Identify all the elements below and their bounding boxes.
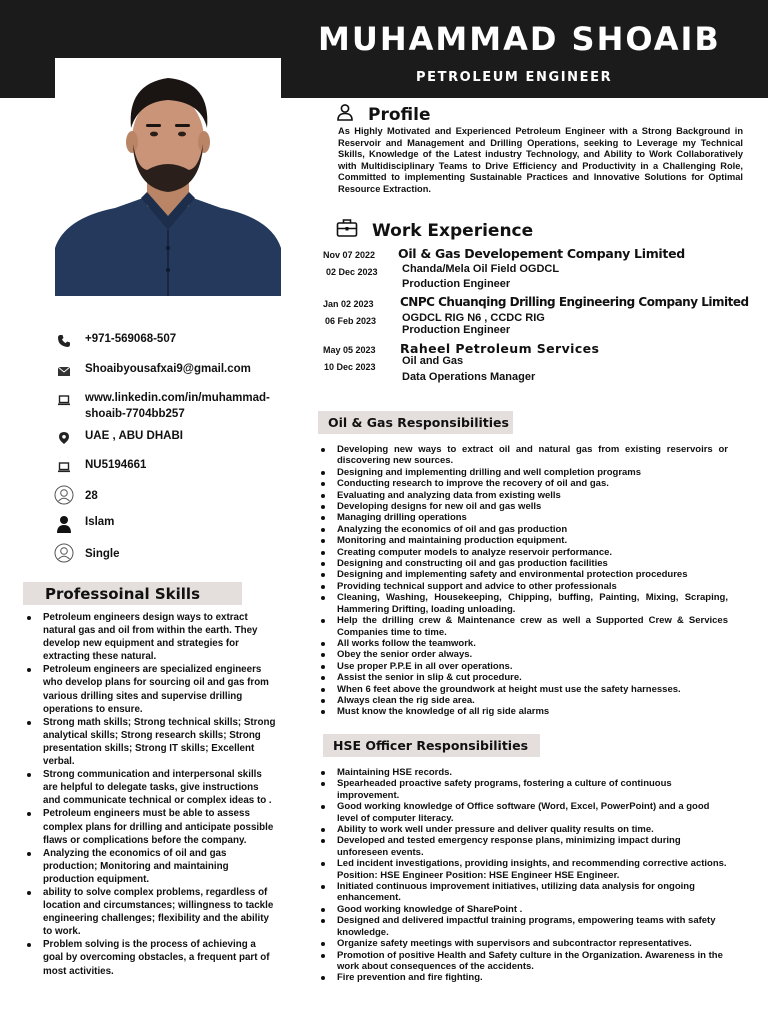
oil-gas-list <box>319 444 728 718</box>
contact-marital-text: Single <box>85 548 120 560</box>
list-item: Developing designs for new oil and gas wells <box>319 501 728 512</box>
contact-marital <box>54 543 304 563</box>
list-item: Assist the senior in slip & cut procedure. <box>319 672 728 683</box>
hse-heading: HSE Officer Responsibilities <box>323 734 540 757</box>
job-end-date: 10 Dec 2023 <box>324 362 376 372</box>
location-pin-icon <box>54 428 74 448</box>
list-item: Good working knowledge of Office software (Word, Excel, PowerPoint) and a good level of computer literacy. <box>319 801 728 824</box>
job-location: Oil and Gas <box>402 355 464 367</box>
list-item: Conducting research to improve the recovery of oil and gas. <box>319 478 728 489</box>
job-location: OGDCL RIG N6 , CCDC RIG <box>402 312 545 324</box>
list-item: Developing new ways to extract oil and natural gas from existing reservoirs or discovering new sources. <box>319 444 728 467</box>
job-start-date: Jan 02 2023 <box>323 299 374 309</box>
list-item: Petroleum engineers are specialized engineers who develop plans for sourcing oil and gas from various drilling sites and supervise drilling operations to ensure. <box>25 663 277 715</box>
contact-linkedin <box>54 390 304 422</box>
job-end-date: 06 Feb 2023 <box>325 316 377 326</box>
list-item: Providing technical support and advice to other professionals <box>319 581 728 592</box>
list-item: Evaluating and analyzing data from existing wells <box>319 490 728 501</box>
list-item: When 6 feet above the groundwork at height must use the safety harnesses. <box>319 684 728 695</box>
job-end-date: 02 Dec 2023 <box>326 267 378 277</box>
list-item: Help the drilling crew & Maintenance crew as well a Supported Crew & Services Companies time to time. <box>319 615 728 638</box>
list-item: Creating computer models to analyze reservoir performance. <box>319 547 728 558</box>
contact-location <box>54 428 304 448</box>
list-item: Developed and tested emergency response plans, minimizing impact during unforeseen events. <box>319 835 728 858</box>
list-item: Spearheaded proactive safety programs, fostering a culture of continuous improvement. <box>319 778 728 801</box>
person-circle-icon <box>54 485 74 505</box>
contact-religion <box>54 514 304 534</box>
hse-list <box>319 767 728 984</box>
briefcase-icon <box>336 218 358 243</box>
skills-heading: Professoinal Skills <box>23 582 242 605</box>
job-company: Raheel Petroleum Services <box>400 341 600 356</box>
contact-email-text[interactable]: Shoaibyousafxai9@gmail.com <box>85 363 251 375</box>
list-item: Use proper P.P.E in all over operations. <box>319 661 728 672</box>
contact-location-text: UAE , ABU DHABI <box>85 430 183 442</box>
list-item: Analyzing the economics of oil and gas production; Monitoring and maintaining production equipment. <box>25 847 277 886</box>
profile-photo <box>55 58 281 296</box>
job-role: Production Engineer <box>402 324 511 336</box>
list-item: Obey the senior order always. <box>319 649 728 660</box>
list-item: Petroleum engineers must be able to assess complex plans for drilling and anticipate possible flaws or complications before the company. <box>25 807 277 846</box>
list-item: Promotion of positive Health and Safety culture in the Organization. Awareness in the work about consequences of the accidents. <box>319 950 728 973</box>
list-item: Ability to work well under pressure and deliver quality results on time. <box>319 824 728 835</box>
contact-age-text: 28 <box>85 490 98 502</box>
contact-age <box>54 485 304 505</box>
list-item: All works follow the teamwork. <box>319 638 728 649</box>
list-item: Fire prevention and fire fighting. <box>319 972 728 983</box>
list-item: Problem solving is the process of achieving a goal by overcoming obstacles, a frequent part of most activities. <box>25 938 277 977</box>
person-circle-icon <box>54 543 74 563</box>
envelope-icon <box>54 361 74 381</box>
job-role: Production Engineer <box>402 278 511 290</box>
list-item: ability to solve complex problems, regardless of location and circumstances; willingness to tackle engineering challenges; flexibility and the ability to work. <box>25 886 277 938</box>
list-item: Strong math skills; Strong technical skills; Strong analytical skills; Strong research skills; Strong presentation skills; Strong IT skills; Excellent verbal. <box>25 716 277 768</box>
list-item: Analyzing the economics of oil and gas production <box>319 524 728 535</box>
job-start-date: Nov 07 2022 <box>323 250 376 260</box>
list-item: Designing and implementing drilling and well completion programs <box>319 467 728 478</box>
list-item: Petroleum engineers design ways to extract natural gas and oil from within the earth. They develop new equipment and strategies for extracting these natural. <box>25 611 277 663</box>
contact-passport-text: NU5194661 <box>85 459 147 471</box>
profile-summary: As Highly Motivated and Experienced Petroleum Engineer with a Strong Background in Reservoir and Management and Drilling Operations, seeking to Leverage my Technical Skills, Knowledge of the Latest industry Technology, and Ability to Work Collaboratively with Multidisciplinary Teams to Drive Efficiency and Productivity in a Challenging Role, Committed to implementing Sustainable Practices and Innovative Solutions for Optimal Resource Extraction. <box>338 126 743 194</box>
phone-icon <box>54 331 74 351</box>
list-item: Organize safety meetings with supervisors and subcontractor representatives. <box>319 938 728 949</box>
list-item: Maintaining HSE records. <box>319 767 728 778</box>
list-item: Led incident investigations, providing insights, and recommending corrective actions. Position: HSE Engineer Position: HSE Engineer HSE Engineer. <box>319 858 728 881</box>
oil-gas-heading: Oil & Gas Responsibilities <box>318 411 513 434</box>
list-item: Good working knowledge of SharePoint . <box>319 904 728 915</box>
job-company: CNPC Chuanqing Drilling Engineering Company Limited <box>400 295 749 309</box>
person-icon <box>54 514 74 534</box>
list-item: Designed and delivered impactful training programs, empowering teams with safety knowledge. <box>319 915 728 938</box>
list-item: Always clean the rig side area. <box>319 695 728 706</box>
list-item: Must know the knowledge of all rig side alarms <box>319 706 728 717</box>
contact-linkedin-text[interactable]: www.linkedin.com/in/muhammad-shoaib-7704bb257 <box>85 392 270 420</box>
skills-list <box>25 611 277 978</box>
job-start-date: May 05 2023 <box>323 345 376 355</box>
contact-religion-text: Islam <box>85 516 115 528</box>
profile-heading-label: Profile <box>368 104 431 125</box>
list-item: Designing and implementing safety and environmental protection procedures <box>319 569 728 580</box>
list-item: Strong communication and interpersonal skills are helpful to delegate tasks, give instructions and communicate technical or complex ideas to . <box>25 768 277 807</box>
list-item: Managing drilling operations <box>319 512 728 523</box>
list-item: Cleaning, Washing, Housekeeping, Chipping, buffing, Painting, Mixing, Scraping, Hammering Drifting, loading unloading. <box>319 592 728 615</box>
experience-heading <box>336 218 533 243</box>
laptop-icon <box>54 390 74 410</box>
candidate-title: PETROLEUM ENGINEER <box>416 70 613 85</box>
profile-heading <box>336 103 430 126</box>
experience-heading-label: Work Experience <box>372 220 534 241</box>
contact-passport <box>54 457 304 477</box>
contact-phone <box>54 331 304 351</box>
list-item: Designing and constructing oil and gas production facilities <box>319 558 728 569</box>
contact-phone-text: +971-569068-507 <box>85 333 177 345</box>
laptop-icon <box>54 457 74 477</box>
list-item: Monitoring and maintaining production equipment. <box>319 535 728 546</box>
job-role: Data Operations Manager <box>402 371 536 383</box>
job-company: Oil & Gas Developement Company Limited <box>398 246 685 261</box>
job-location: Chanda/Mela Oil Field OGDCL <box>402 263 560 275</box>
list-item: Initiated continuous improvement initiatives, utilizing data analysis for ongoing enhancement. <box>319 881 728 904</box>
user-icon <box>336 103 354 126</box>
contact-email <box>54 361 304 381</box>
candidate-name: MUHAMMAD SHOAIB <box>318 20 721 58</box>
